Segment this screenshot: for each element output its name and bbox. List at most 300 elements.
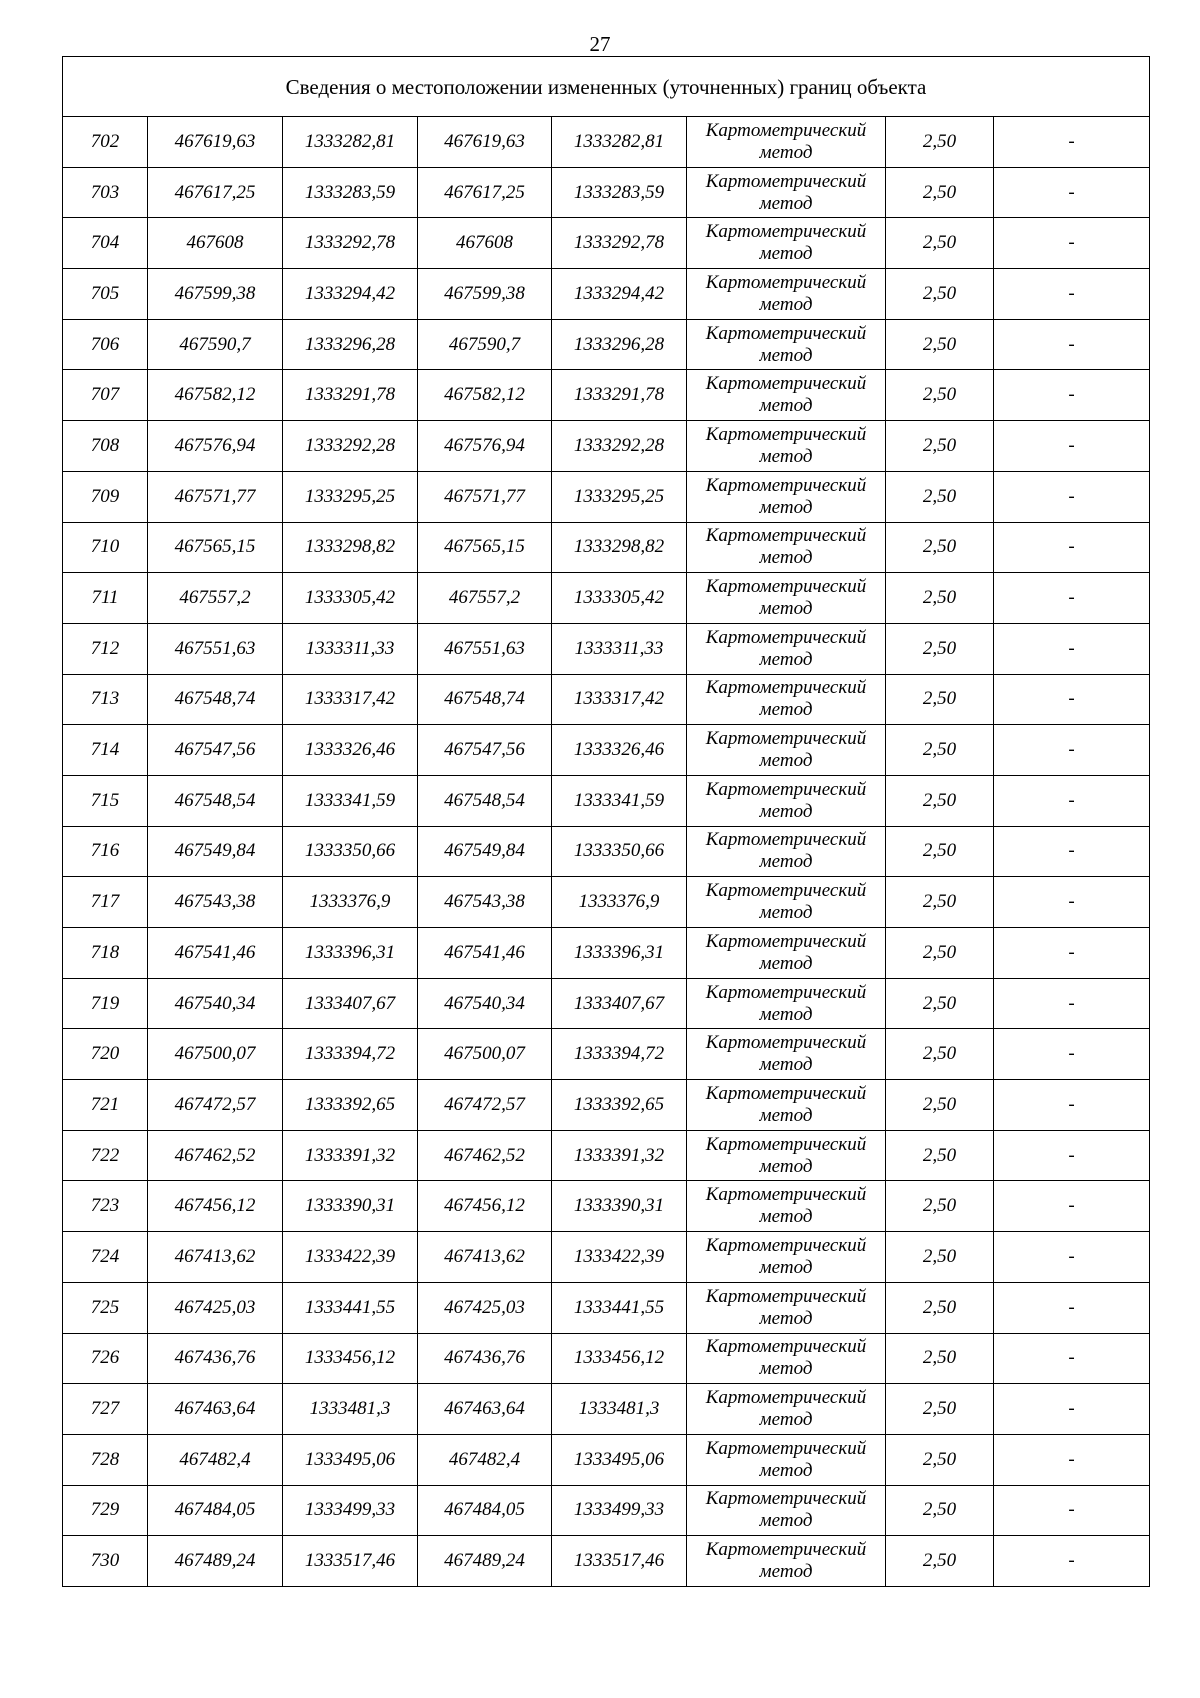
method-line: Картометрический	[705, 1488, 867, 1510]
method-line: метод	[759, 1003, 813, 1025]
method-line: метод	[759, 1459, 813, 1481]
accuracy-cell: 2,50	[886, 1384, 994, 1435]
point-number-cell: 716	[63, 826, 148, 877]
note-cell: -	[994, 522, 1150, 573]
existing-y-cell: 1333495,06	[283, 1434, 418, 1485]
point-number-cell: 722	[63, 1130, 148, 1181]
refined-x-cell: 467456,12	[418, 1181, 552, 1232]
method-cell	[687, 573, 886, 624]
table-row	[63, 1130, 1150, 1181]
point-number-cell: 721	[63, 1080, 148, 1131]
refined-x-cell: 467599,38	[418, 269, 552, 320]
method-line: Картометрический	[705, 1539, 867, 1561]
table-row	[63, 725, 1150, 776]
note-cell: -	[994, 573, 1150, 624]
method-line: Картометрический	[705, 626, 867, 648]
method-line: метод	[759, 851, 813, 873]
method-line: метод	[759, 1307, 813, 1329]
method-cell	[687, 877, 886, 928]
method-line: Картометрический	[705, 829, 867, 851]
point-number-cell: 708	[63, 421, 148, 472]
refined-x-cell: 467557,2	[418, 573, 552, 624]
accuracy-cell: 2,50	[886, 1029, 994, 1080]
boundary-coordinates-table	[62, 56, 1150, 1587]
accuracy-cell: 2,50	[886, 978, 994, 1029]
table-row	[63, 573, 1150, 624]
method-line: Картометрический	[705, 1387, 867, 1409]
method-line: Картометрический	[705, 119, 867, 141]
method-line: метод	[759, 1358, 813, 1380]
method-cell	[687, 623, 886, 674]
existing-y-cell: 1333282,81	[283, 117, 418, 168]
note-cell: -	[994, 1536, 1150, 1587]
refined-x-cell: 467571,77	[418, 471, 552, 522]
refined-y-cell: 1333441,55	[552, 1282, 687, 1333]
refined-y-cell: 1333376,9	[552, 877, 687, 928]
existing-x-cell: 467619,63	[148, 117, 283, 168]
method-cell	[687, 1029, 886, 1080]
refined-y-cell: 1333407,67	[552, 978, 687, 1029]
existing-x-cell: 467608	[148, 218, 283, 269]
refined-y-cell: 1333311,33	[552, 623, 687, 674]
existing-y-cell: 1333390,31	[283, 1181, 418, 1232]
refined-y-cell: 1333283,59	[552, 167, 687, 218]
method-line: метод	[759, 750, 813, 772]
table-row	[63, 319, 1150, 370]
method-cell	[687, 1181, 886, 1232]
existing-x-cell: 467571,77	[148, 471, 283, 522]
table-row	[63, 1029, 1150, 1080]
refined-x-cell: 467582,12	[418, 370, 552, 421]
point-number-cell: 724	[63, 1232, 148, 1283]
table-row	[63, 1282, 1150, 1333]
note-cell: -	[994, 928, 1150, 979]
accuracy-cell: 2,50	[886, 1181, 994, 1232]
note-cell: -	[994, 167, 1150, 218]
method-line: Картометрический	[705, 1032, 867, 1054]
existing-x-cell: 467551,63	[148, 623, 283, 674]
point-number-cell: 714	[63, 725, 148, 776]
accuracy-cell: 2,50	[886, 1232, 994, 1283]
method-cell	[687, 1384, 886, 1435]
accuracy-cell: 2,50	[886, 877, 994, 928]
method-line: метод	[759, 1206, 813, 1228]
method-line: Картометрический	[705, 322, 867, 344]
accuracy-cell: 2,50	[886, 1485, 994, 1536]
refined-x-cell: 467608	[418, 218, 552, 269]
method-cell	[687, 218, 886, 269]
point-number-cell: 730	[63, 1536, 148, 1587]
method-cell	[687, 1232, 886, 1283]
accuracy-cell: 2,50	[886, 522, 994, 573]
accuracy-cell: 2,50	[886, 421, 994, 472]
existing-x-cell: 467557,2	[148, 573, 283, 624]
method-line: метод	[759, 952, 813, 974]
method-line: Картометрический	[705, 1234, 867, 1256]
method-line: Картометрический	[705, 271, 867, 293]
existing-y-cell: 1333305,42	[283, 573, 418, 624]
method-cell	[687, 522, 886, 573]
refined-y-cell: 1333499,33	[552, 1485, 687, 1536]
accuracy-cell: 2,50	[886, 167, 994, 218]
point-number-cell: 718	[63, 928, 148, 979]
existing-x-cell: 467482,4	[148, 1434, 283, 1485]
accuracy-cell: 2,50	[886, 471, 994, 522]
method-line: Картометрический	[705, 981, 867, 1003]
method-line: метод	[759, 141, 813, 163]
refined-x-cell: 467436,76	[418, 1333, 552, 1384]
table-row	[63, 167, 1150, 218]
refined-x-cell: 467540,34	[418, 978, 552, 1029]
refined-y-cell: 1333298,82	[552, 522, 687, 573]
method-line: метод	[759, 1104, 813, 1126]
refined-x-cell: 467547,56	[418, 725, 552, 776]
table-row	[63, 1536, 1150, 1587]
existing-y-cell: 1333350,66	[283, 826, 418, 877]
existing-x-cell: 467472,57	[148, 1080, 283, 1131]
table-row	[63, 1232, 1150, 1283]
existing-x-cell: 467463,64	[148, 1384, 283, 1435]
existing-x-cell: 467548,54	[148, 775, 283, 826]
method-line: Картометрический	[705, 373, 867, 395]
note-cell: -	[994, 877, 1150, 928]
method-cell	[687, 370, 886, 421]
method-line: Картометрический	[705, 423, 867, 445]
refined-y-cell: 1333296,28	[552, 319, 687, 370]
method-line: метод	[759, 1256, 813, 1278]
existing-x-cell: 467456,12	[148, 1181, 283, 1232]
existing-y-cell: 1333295,25	[283, 471, 418, 522]
existing-y-cell: 1333481,3	[283, 1384, 418, 1435]
note-cell: -	[994, 117, 1150, 168]
table-row	[63, 1434, 1150, 1485]
existing-x-cell: 467617,25	[148, 167, 283, 218]
method-cell	[687, 471, 886, 522]
point-number-cell: 712	[63, 623, 148, 674]
point-number-cell: 720	[63, 1029, 148, 1080]
refined-x-cell: 467462,52	[418, 1130, 552, 1181]
existing-y-cell: 1333396,31	[283, 928, 418, 979]
existing-x-cell: 467500,07	[148, 1029, 283, 1080]
refined-y-cell: 1333291,78	[552, 370, 687, 421]
method-line: метод	[759, 547, 813, 569]
refined-x-cell: 467549,84	[418, 826, 552, 877]
method-cell	[687, 1536, 886, 1587]
method-cell	[687, 928, 886, 979]
existing-x-cell: 467590,7	[148, 319, 283, 370]
existing-x-cell: 467425,03	[148, 1282, 283, 1333]
method-cell	[687, 1080, 886, 1131]
method-line: Картометрический	[705, 576, 867, 598]
point-number-cell: 719	[63, 978, 148, 1029]
refined-x-cell: 467548,54	[418, 775, 552, 826]
note-cell: -	[994, 1485, 1150, 1536]
existing-y-cell: 1333292,28	[283, 421, 418, 472]
table-row	[63, 826, 1150, 877]
existing-x-cell: 467436,76	[148, 1333, 283, 1384]
note-cell: -	[994, 319, 1150, 370]
table-row	[63, 775, 1150, 826]
existing-y-cell: 1333296,28	[283, 319, 418, 370]
accuracy-cell: 2,50	[886, 1130, 994, 1181]
refined-x-cell: 467472,57	[418, 1080, 552, 1131]
point-number-cell: 711	[63, 573, 148, 624]
note-cell: -	[994, 674, 1150, 725]
method-line: Картометрический	[705, 728, 867, 750]
method-line: метод	[759, 1054, 813, 1076]
point-number-cell: 709	[63, 471, 148, 522]
method-line: Картометрический	[705, 930, 867, 952]
method-line: Картометрический	[705, 1082, 867, 1104]
refined-y-cell: 1333294,42	[552, 269, 687, 320]
point-number-cell: 723	[63, 1181, 148, 1232]
refined-y-cell: 1333292,78	[552, 218, 687, 269]
page-number: 27	[589, 32, 611, 56]
method-cell	[687, 978, 886, 1029]
note-cell: -	[994, 1384, 1150, 1435]
method-line: Картометрический	[705, 1336, 867, 1358]
table-row	[63, 623, 1150, 674]
existing-y-cell: 1333291,78	[283, 370, 418, 421]
table-row	[63, 928, 1150, 979]
table-row	[63, 1384, 1150, 1435]
existing-y-cell: 1333294,42	[283, 269, 418, 320]
refined-x-cell: 467484,05	[418, 1485, 552, 1536]
refined-y-cell: 1333481,3	[552, 1384, 687, 1435]
note-cell: -	[994, 471, 1150, 522]
table-row	[63, 877, 1150, 928]
accuracy-cell: 2,50	[886, 725, 994, 776]
method-line: метод	[759, 699, 813, 721]
refined-x-cell: 467619,63	[418, 117, 552, 168]
method-line: метод	[759, 902, 813, 924]
existing-x-cell: 467576,94	[148, 421, 283, 472]
table-body	[63, 57, 1150, 1587]
method-line: метод	[759, 293, 813, 315]
point-number-cell: 717	[63, 877, 148, 928]
method-line: Картометрический	[705, 525, 867, 547]
accuracy-cell: 2,50	[886, 218, 994, 269]
method-line: метод	[759, 496, 813, 518]
accuracy-cell: 2,50	[886, 826, 994, 877]
accuracy-cell: 2,50	[886, 117, 994, 168]
existing-x-cell: 467582,12	[148, 370, 283, 421]
refined-x-cell: 467565,15	[418, 522, 552, 573]
method-cell	[687, 1333, 886, 1384]
existing-y-cell: 1333292,78	[283, 218, 418, 269]
point-number-cell: 725	[63, 1282, 148, 1333]
method-cell	[687, 826, 886, 877]
existing-x-cell: 467547,56	[148, 725, 283, 776]
note-cell: -	[994, 269, 1150, 320]
note-cell: -	[994, 1333, 1150, 1384]
table-row	[63, 978, 1150, 1029]
refined-x-cell: 467500,07	[418, 1029, 552, 1080]
refined-x-cell: 467463,64	[418, 1384, 552, 1435]
refined-y-cell: 1333282,81	[552, 117, 687, 168]
refined-y-cell: 1333394,72	[552, 1029, 687, 1080]
note-cell: -	[994, 1181, 1150, 1232]
existing-x-cell: 467549,84	[148, 826, 283, 877]
accuracy-cell: 2,50	[886, 623, 994, 674]
existing-y-cell: 1333456,12	[283, 1333, 418, 1384]
refined-x-cell: 467548,74	[418, 674, 552, 725]
refined-x-cell: 467543,38	[418, 877, 552, 928]
existing-y-cell: 1333392,65	[283, 1080, 418, 1131]
existing-x-cell: 467413,62	[148, 1232, 283, 1283]
refined-y-cell: 1333350,66	[552, 826, 687, 877]
method-line: метод	[759, 1409, 813, 1431]
accuracy-cell: 2,50	[886, 319, 994, 370]
point-number-cell: 703	[63, 167, 148, 218]
note-cell: -	[994, 1029, 1150, 1080]
point-number-cell: 706	[63, 319, 148, 370]
point-number-cell: 728	[63, 1434, 148, 1485]
existing-x-cell: 467540,34	[148, 978, 283, 1029]
existing-y-cell: 1333441,55	[283, 1282, 418, 1333]
method-cell	[687, 725, 886, 776]
method-line: метод	[759, 648, 813, 670]
method-line: метод	[759, 192, 813, 214]
method-line: метод	[759, 445, 813, 467]
refined-y-cell: 1333422,39	[552, 1232, 687, 1283]
refined-x-cell: 467489,24	[418, 1536, 552, 1587]
refined-y-cell: 1333341,59	[552, 775, 687, 826]
accuracy-cell: 2,50	[886, 1080, 994, 1131]
note-cell: -	[994, 623, 1150, 674]
method-cell	[687, 1434, 886, 1485]
existing-y-cell: 1333407,67	[283, 978, 418, 1029]
accuracy-cell: 2,50	[886, 775, 994, 826]
method-line: Картометрический	[705, 677, 867, 699]
existing-y-cell: 1333517,46	[283, 1536, 418, 1587]
accuracy-cell: 2,50	[886, 674, 994, 725]
note-cell: -	[994, 1130, 1150, 1181]
note-cell: -	[994, 978, 1150, 1029]
refined-y-cell: 1333326,46	[552, 725, 687, 776]
refined-x-cell: 467551,63	[418, 623, 552, 674]
table-row	[63, 1080, 1150, 1131]
accuracy-cell: 2,50	[886, 1282, 994, 1333]
method-line: Картометрический	[705, 880, 867, 902]
existing-y-cell: 1333326,46	[283, 725, 418, 776]
note-cell: -	[994, 1282, 1150, 1333]
refined-y-cell: 1333305,42	[552, 573, 687, 624]
existing-x-cell: 467548,74	[148, 674, 283, 725]
note-cell: -	[994, 370, 1150, 421]
point-number-cell: 710	[63, 522, 148, 573]
refined-x-cell: 467425,03	[418, 1282, 552, 1333]
existing-y-cell: 1333317,42	[283, 674, 418, 725]
method-line: Картометрический	[705, 221, 867, 243]
refined-y-cell: 1333396,31	[552, 928, 687, 979]
method-cell	[687, 1130, 886, 1181]
point-number-cell: 705	[63, 269, 148, 320]
method-cell	[687, 319, 886, 370]
table-title-row	[63, 57, 1150, 117]
existing-y-cell: 1333499,33	[283, 1485, 418, 1536]
method-cell	[687, 674, 886, 725]
method-cell	[687, 269, 886, 320]
refined-y-cell: 1333317,42	[552, 674, 687, 725]
table-row	[63, 674, 1150, 725]
accuracy-cell: 2,50	[886, 928, 994, 979]
refined-y-cell: 1333391,32	[552, 1130, 687, 1181]
method-cell	[687, 775, 886, 826]
refined-x-cell: 467482,4	[418, 1434, 552, 1485]
note-cell: -	[994, 218, 1150, 269]
existing-y-cell: 1333341,59	[283, 775, 418, 826]
refined-x-cell: 467617,25	[418, 167, 552, 218]
note-cell: -	[994, 421, 1150, 472]
refined-y-cell: 1333517,46	[552, 1536, 687, 1587]
method-line: Картометрический	[705, 1285, 867, 1307]
table-row	[63, 218, 1150, 269]
existing-x-cell: 467543,38	[148, 877, 283, 928]
accuracy-cell: 2,50	[886, 1536, 994, 1587]
point-number-cell: 707	[63, 370, 148, 421]
refined-y-cell: 1333456,12	[552, 1333, 687, 1384]
refined-y-cell: 1333495,06	[552, 1434, 687, 1485]
method-line: Картометрический	[705, 1437, 867, 1459]
table-row	[63, 370, 1150, 421]
point-number-cell: 727	[63, 1384, 148, 1435]
method-cell	[687, 1485, 886, 1536]
method-line: метод	[759, 395, 813, 417]
accuracy-cell: 2,50	[886, 269, 994, 320]
method-line: метод	[759, 800, 813, 822]
point-number-cell: 729	[63, 1485, 148, 1536]
method-line: Картометрический	[705, 474, 867, 496]
existing-y-cell: 1333391,32	[283, 1130, 418, 1181]
method-line: метод	[759, 344, 813, 366]
note-cell: -	[994, 1232, 1150, 1283]
table-row	[63, 421, 1150, 472]
refined-y-cell: 1333292,28	[552, 421, 687, 472]
table-row	[63, 1181, 1150, 1232]
refined-x-cell: 467590,7	[418, 319, 552, 370]
table-row	[63, 1485, 1150, 1536]
refined-x-cell: 467576,94	[418, 421, 552, 472]
note-cell: -	[994, 1434, 1150, 1485]
method-line: метод	[759, 1155, 813, 1177]
refined-y-cell: 1333390,31	[552, 1181, 687, 1232]
existing-y-cell: 1333376,9	[283, 877, 418, 928]
point-number-cell: 715	[63, 775, 148, 826]
point-number-cell: 704	[63, 218, 148, 269]
existing-x-cell: 467541,46	[148, 928, 283, 979]
refined-x-cell: 467413,62	[418, 1232, 552, 1283]
note-cell: -	[994, 775, 1150, 826]
method-cell	[687, 1282, 886, 1333]
note-cell: -	[994, 1080, 1150, 1131]
existing-y-cell: 1333394,72	[283, 1029, 418, 1080]
method-line: метод	[759, 598, 813, 620]
existing-x-cell: 467462,52	[148, 1130, 283, 1181]
method-line: метод	[759, 243, 813, 265]
table-row	[63, 522, 1150, 573]
refined-x-cell: 467541,46	[418, 928, 552, 979]
table-row	[63, 1333, 1150, 1384]
note-cell: -	[994, 725, 1150, 776]
existing-x-cell: 467599,38	[148, 269, 283, 320]
table-row	[63, 117, 1150, 168]
method-line: Картометрический	[705, 170, 867, 192]
method-line: метод	[759, 1561, 813, 1583]
existing-x-cell: 467489,24	[148, 1536, 283, 1587]
table-row	[63, 269, 1150, 320]
method-cell	[687, 117, 886, 168]
